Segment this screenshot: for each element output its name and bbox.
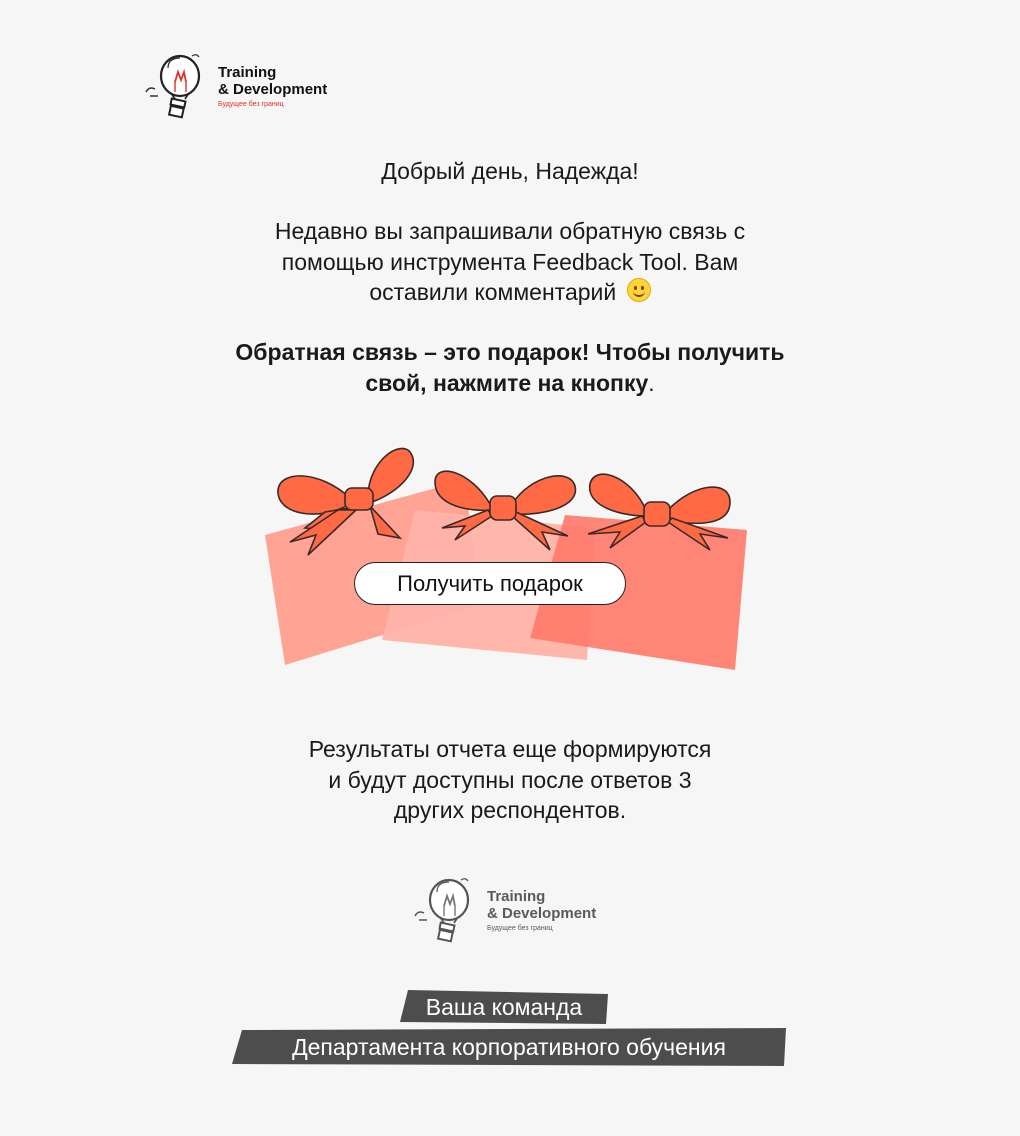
brand-tagline: Будущее без границ [218, 101, 284, 108]
lightbulb-balloon-icon [413, 876, 485, 948]
get-gift-button[interactable]: Получить подарок [354, 562, 626, 605]
brand-line-1: Training [487, 888, 546, 905]
signature-line-2: Департамента корпоративного обучения [292, 1033, 726, 1060]
signature-line-2-banner [232, 1028, 786, 1066]
results-line-1: Результаты отчета еще формируются [308, 736, 712, 762]
brand-logo-footer [413, 876, 596, 948]
brand-logo [144, 52, 327, 124]
signature-line-1-banner [400, 990, 608, 1024]
lightbulb-balloon-icon [144, 52, 216, 124]
cta-text [0, 337, 1020, 398]
signature-line-1: Ваша команда [425, 993, 583, 1020]
cta-line-2: свой, нажмите на кнопку [365, 369, 649, 396]
results-paragraph [0, 734, 1020, 826]
slightly-smiling-face-icon [627, 278, 651, 302]
intro-paragraph [0, 216, 1020, 308]
results-line-2: и будут доступны после ответов 3 [328, 766, 692, 793]
results-line-3: других респондентов. [393, 797, 627, 823]
brand-line-2: & Development [218, 81, 328, 98]
brand-tagline: Будущее без границ [487, 925, 553, 932]
greeting: Добрый день, Надежда! [381, 158, 639, 184]
intro-line-1: Недавно вы запрашивали обратную связь с [274, 218, 746, 244]
cta-suffix: . [648, 369, 655, 396]
intro-line-3: оставили комментарий [369, 279, 617, 305]
brand-line-2: & Development [487, 905, 597, 922]
cta-line-1: Обратная связь – это подарок! Чтобы получить [235, 339, 785, 365]
intro-line-2: помощью инструмента Feedback Tool. Вам [281, 248, 739, 275]
gifts-illustration [250, 430, 770, 690]
brand-line-1: Training [218, 64, 277, 81]
